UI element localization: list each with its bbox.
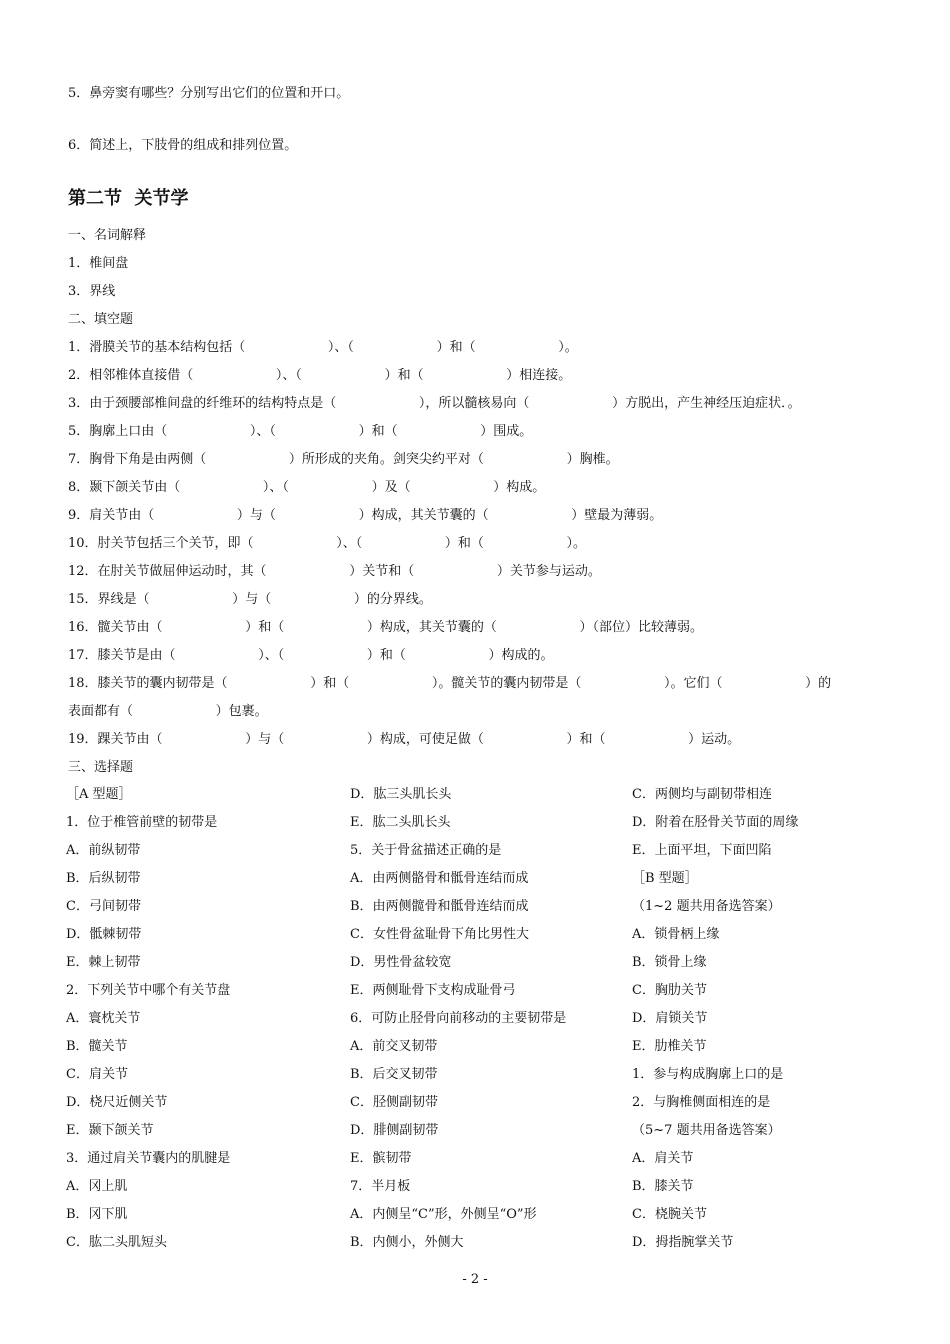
choice-line: B．后纵韧带 [66, 871, 141, 886]
choice-line: B．膝关节 [632, 1179, 694, 1194]
fill-item: 16．髋关节由（ ）和（ ）构成，其关节囊的（ ）（部位）比较薄弱。 [68, 620, 703, 635]
choice-column-1 [66, 786, 230, 1262]
choice-line: D．腓侧副韧带 [350, 1123, 439, 1138]
choice-line: E．肱二头肌长头 [350, 815, 451, 830]
part2-heading: 二、填空题 [68, 312, 134, 327]
choice-line: A．冈上肌 [66, 1179, 128, 1194]
choice-line: D．桡尺近侧关节 [66, 1095, 168, 1110]
choice-line: C．两侧均与副韧带相连 [632, 787, 772, 802]
choice-line: 3．通过肩关节囊内的肌腱是 [66, 1151, 231, 1166]
choice-line: E．髌韧带 [350, 1151, 412, 1166]
fill-item: 3．由于颈腰部椎间盘的纤维环的结构特点是（ ），所以髓核易向（ ）方脱出，产生神经压迫症状．。 [68, 396, 801, 411]
question-6: 6．简述上，下肢骨的组成和排列位置。 [68, 138, 298, 153]
choice-line: E．上面平坦，下面凹陷 [632, 843, 772, 858]
fill-item: 8．颞下颌关节由（ ）、（ ）及（ ）构成。 [68, 480, 546, 495]
section-title: 第二节 关节学 [68, 188, 189, 209]
choice-line: ［A 型题］ [66, 787, 132, 802]
choice-line: D．拇指腕掌关节 [632, 1235, 734, 1250]
choice-line: B．内侧小，外侧大 [350, 1235, 464, 1250]
choice-line: E．肋椎关节 [632, 1039, 707, 1054]
choice-line: （5~7 题共用备选答案） [632, 1123, 781, 1138]
choice-line: C．肱二头肌短头 [66, 1235, 167, 1250]
choice-line: C．胫侧副韧带 [350, 1095, 438, 1110]
fill-item: 9．肩关节由（ ）与（ ）构成，其关节囊的（ ）壁最为薄弱。 [68, 508, 663, 523]
choice-line: A．由两侧骼骨和骶骨连结而成 [350, 871, 529, 886]
fill-item: 2．相邻椎体直接借（ ）、（ ）和（ ）相连接。 [68, 368, 572, 383]
choice-line: C．弓间韧带 [66, 899, 141, 914]
choice-line: 2．下列关节中哪个有关节盘 [66, 983, 231, 998]
choice-line: C．肩关节 [66, 1067, 128, 1082]
choice-line: （1~2 题共用备选答案） [632, 899, 781, 914]
choice-line: C．女性骨盆耻骨下角比男性大 [350, 927, 529, 942]
choice-line: D．附着在胫骨关节面的周缘 [632, 815, 799, 830]
choice-line: 6．可防止胫骨向前移动的主要韧带是 [350, 1011, 567, 1026]
choice-line: A．内侧呈“C”形，外侧呈“O”形 [350, 1207, 537, 1222]
choice-line: B．髋关节 [66, 1039, 128, 1054]
part1-item: 3．界线 [68, 284, 116, 299]
choice-line: C．桡腕关节 [632, 1207, 707, 1222]
fill-item: 19．踝关节由（ ）与（ ）构成，可使足做（ ）和（ ）运动。 [68, 732, 741, 747]
choice-line: B．由两侧髋骨和骶骨连结而成 [350, 899, 529, 914]
fill-item: 7．胸骨下角是由两侧（ ）所形成的夹角。剑突尖约平对（ ）胸椎。 [68, 452, 619, 467]
choice-line: 1．位于椎管前壁的韧带是 [66, 815, 218, 830]
part1-heading: 一、名词解释 [68, 228, 147, 243]
choice-line: D．男性骨盆较宽 [350, 955, 452, 970]
choice-line: A．寰枕关节 [66, 1011, 141, 1026]
choice-line: 5．关于骨盆描述正确的是 [350, 843, 502, 858]
part3-heading: 三、选择题 [68, 760, 134, 775]
choice-line: B．锁骨上缘 [632, 955, 707, 970]
choice-line: A．前交叉韧带 [350, 1039, 438, 1054]
part1-item: 1．椎间盘 [68, 256, 129, 271]
question-5: 5．鼻旁窦有哪些？分别写出它们的位置和开口。 [68, 86, 350, 101]
fill-item: 18．膝关节的囊内韧带是（ ）和（ ）。髋关节的囊内韧带是（ ）。它们（ ）的 [68, 676, 832, 691]
fill-item: 10．肘关节包括三个关节，即（ ）、（ ）和（ ）。 [68, 536, 586, 551]
fill-item: 17．膝关节是由（ ）、（ ）和（ ）构成的。 [68, 648, 554, 663]
choice-line: 1．参与构成胸廓上口的是 [632, 1067, 784, 1082]
choice-line: ［B 型题］ [632, 871, 698, 886]
fill-item: 5．胸廓上口由（ ）、（ ）和（ ）围成。 [68, 424, 533, 439]
choice-line: 7．半月板 [350, 1179, 411, 1194]
choice-line: E．颞下颌关节 [66, 1123, 154, 1138]
choice-line: B．冈下肌 [66, 1207, 128, 1222]
page-number: - 2 - [462, 1272, 488, 1287]
fill-item-continued: 表面都有（ ）包裹。 [68, 704, 268, 719]
choice-line: E．棘上韧带 [66, 955, 141, 970]
choice-line: B．后交叉韧带 [350, 1067, 438, 1082]
choice-line: C．胸肋关节 [632, 983, 707, 998]
choice-line: D．肩锁关节 [632, 1011, 708, 1026]
choice-line: D．肱三头肌长头 [350, 787, 452, 802]
fill-item: 15．界线是（ ）与（ ）的分界线。 [68, 592, 432, 607]
choice-line: 2．与胸椎侧面相连的是 [632, 1095, 771, 1110]
choice-column-2 [350, 786, 566, 1262]
fill-item: 1．滑膜关节的基本结构包括（ ）、（ ）和（ ）。 [68, 340, 578, 355]
choice-line: A．肩关节 [632, 1151, 694, 1166]
choice-line: E．两侧耻骨下支构成耻骨弓 [350, 983, 516, 998]
choice-line: A．锁骨柄上缘 [632, 927, 720, 942]
choice-column-3 [632, 786, 798, 1262]
choice-line: D．骶棘韧带 [66, 927, 142, 942]
fill-item: 12．在肘关节做屈伸运动时，其（ ）关节和（ ）关节参与运动。 [68, 564, 601, 579]
choice-line: A．前纵韧带 [66, 843, 141, 858]
